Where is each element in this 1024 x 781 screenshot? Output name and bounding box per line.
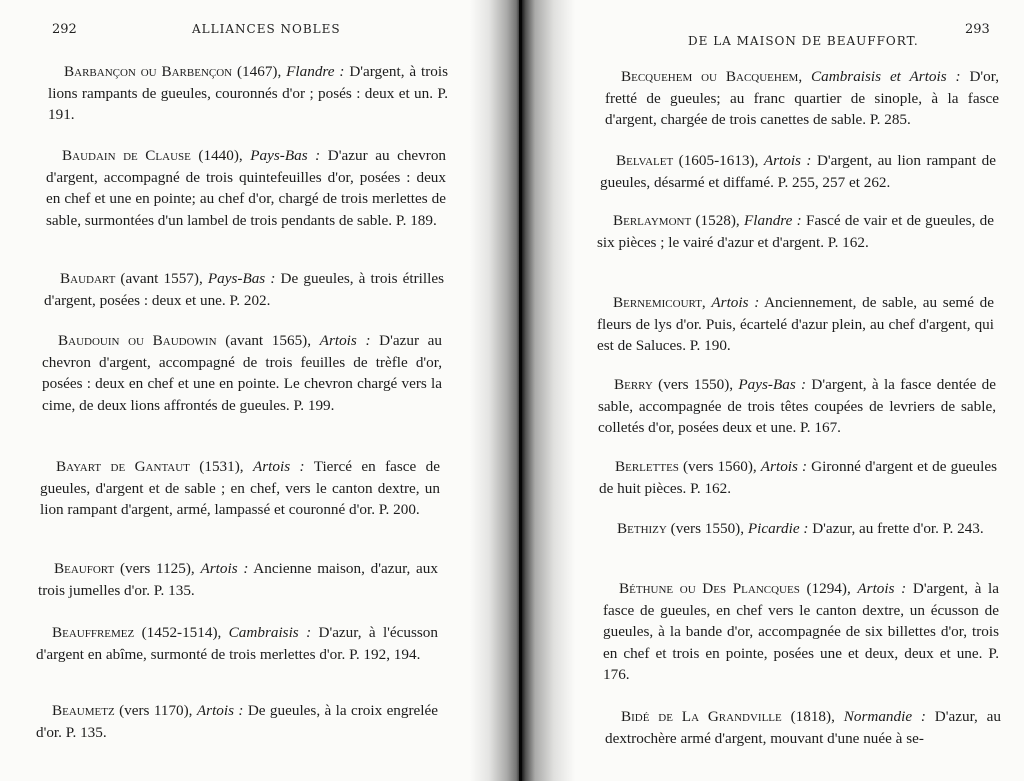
armorial-entry: Belvalet (1605-1613), Artois : D'argent, au lion rampant de gueules, désarmé et diffamé. P. 255, 257 et 262. bbox=[600, 152, 996, 191]
armorial-entry: Baudouin ou Baudowin (avant 1565), Artois : D'azur au chevron d'argent, accompagné de trois feuilles de trèfle d'or, posées : deux en chef et une en pointe. Le chevron chargé vers la cime, de deux lions affrontés de gueules. P. 199. bbox=[42, 332, 442, 414]
armorial-entry: Baudain de Clause (1440), Pays-Bas : D'azur au chevron d'argent, accompagné de trois quintefeuilles d'or, posées : deux en chef et une en pointe; au chef d'or, chargé de trois merlettes de sable, surmontées d'un lambel de trois pendants de sable. P. 189. bbox=[46, 147, 447, 229]
left-page bbox=[0, 0, 470, 781]
right-page bbox=[575, 0, 1024, 781]
armorial-entry: Bernemicourt, Artois : Anciennement, de sable, au semé de fleurs de lys d'or. Puis, écartelé d'azur plein, au chef d'argent, qui est de Saluces. P. 190. bbox=[597, 294, 994, 355]
left-page-number: 292 bbox=[52, 22, 77, 37]
armorial-entry: Bayart de Gantaut (1531), Artois : Tiercé en fasce de gueules, d'argent et de sable ; en chef, vers le canton dextre, un lion rampant d'argent, armé, lampassé et couronné d'or. P. 200. bbox=[40, 458, 440, 519]
armorial-entry: Bidé de La Grandville (1818), Normandie : D'azur, au dextrochère armé d'argent, mouvant d'une nuée à se- bbox=[605, 708, 1001, 747]
book-spine-line bbox=[519, 0, 522, 781]
armorial-entry: Becquehem ou Bacquehem, Cambraisis et Artois : D'or, fretté de gueules; au franc quartier de sinople, à la fasce d'argent, chargée de trois canettes de sable. P. 285. bbox=[605, 68, 999, 129]
armorial-entry: Berlettes (vers 1560), Artois : Gironné d'argent et de gueules de huit pièces. P. 162. bbox=[599, 458, 997, 497]
armorial-entry: Beauffremez (1452-1514), Cambraisis : D'azur, à l'écusson d'argent en abîme, surmonté de trois merlettes d'or. P. 192, 194. bbox=[36, 624, 438, 663]
armorial-entry: Baudart (avant 1557), Pays-Bas : De gueules, à trois étrilles d'argent, posées : deux et une. P. 202. bbox=[44, 270, 444, 309]
right-running-head: DE LA MAISON DE BEAUFFORT. bbox=[688, 34, 919, 48]
armorial-entry: Béthune ou Des Plancques (1294), Artois : D'argent, à la fasce de gueules, en chef vers le canton dextre, un écusson de gueules, à la bande d'or, accompagnée de six billettes d'or, trois en chef et trois en pointe, posées une et deux, deux et une. P. 176. bbox=[603, 580, 999, 684]
armorial-entry: Berry (vers 1550), Pays-Bas : D'argent, à la fasce dentée de sable, accompagnée de trois têtes coupées de levriers de sable, colletés d'or, posées deux et une. P. 167. bbox=[598, 376, 997, 437]
armorial-entry: Bethizy (vers 1550), Picardie : D'azur, au frette d'or. P. 243. bbox=[617, 520, 984, 537]
left-running-head: ALLIANCES NOBLES bbox=[192, 22, 341, 36]
right-page-number: 293 bbox=[965, 22, 990, 37]
armorial-entry: Beaumetz (vers 1170), Artois : De gueules, à la croix engrelée d'or. P. 135. bbox=[36, 702, 438, 741]
armorial-entry: Berlaymont (1528), Flandre : Fascé de vair et de gueules, de six pièces ; le vairé d'azur et d'argent. P. 162. bbox=[597, 212, 994, 251]
armorial-entry: Barbançon ou Barbençon (1467), Flandre : D'argent, à trois lions rampants de gueules, couronnés d'or ; posés : deux et un. P. 191. bbox=[48, 63, 448, 124]
book-gutter-shadow bbox=[470, 0, 575, 781]
armorial-entry: Beaufort (vers 1125), Artois : Ancienne maison, d'azur, aux trois jumelles d'or. P. 135. bbox=[38, 560, 438, 599]
